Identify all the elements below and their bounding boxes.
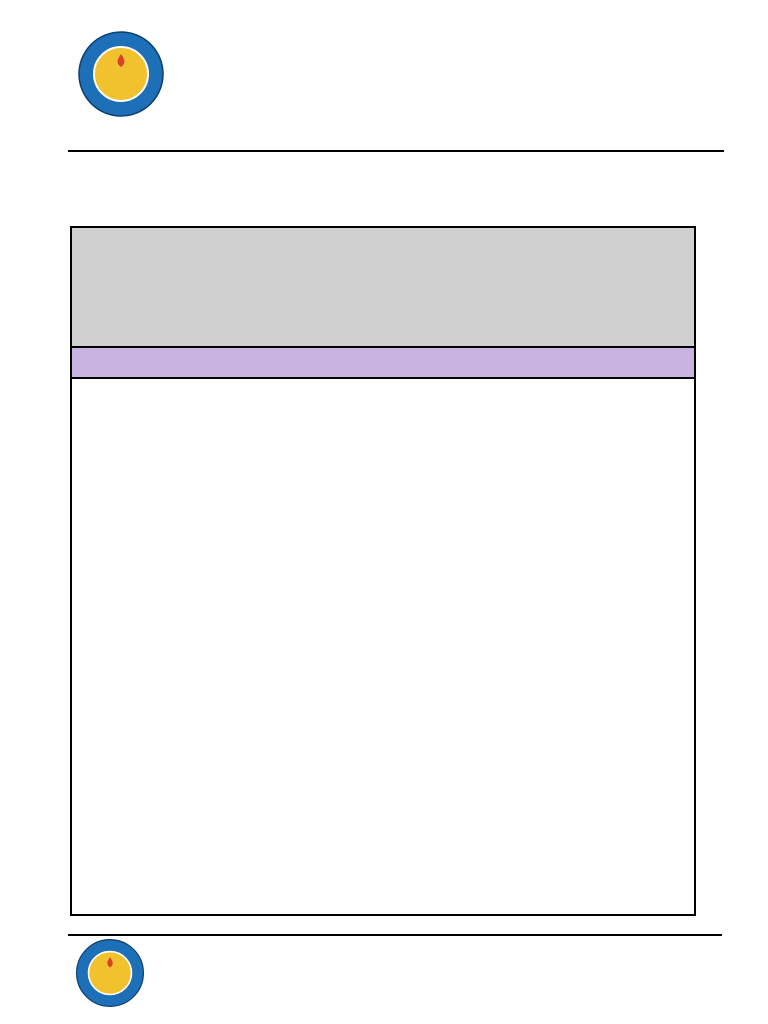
journal-title [72, 348, 694, 379]
header-divider [68, 150, 724, 152]
reflection-form [70, 226, 696, 916]
participant-info [72, 228, 694, 348]
footer-divider [68, 934, 722, 936]
lctc-logo [76, 30, 166, 118]
footer-lctc-logo [74, 938, 146, 1008]
